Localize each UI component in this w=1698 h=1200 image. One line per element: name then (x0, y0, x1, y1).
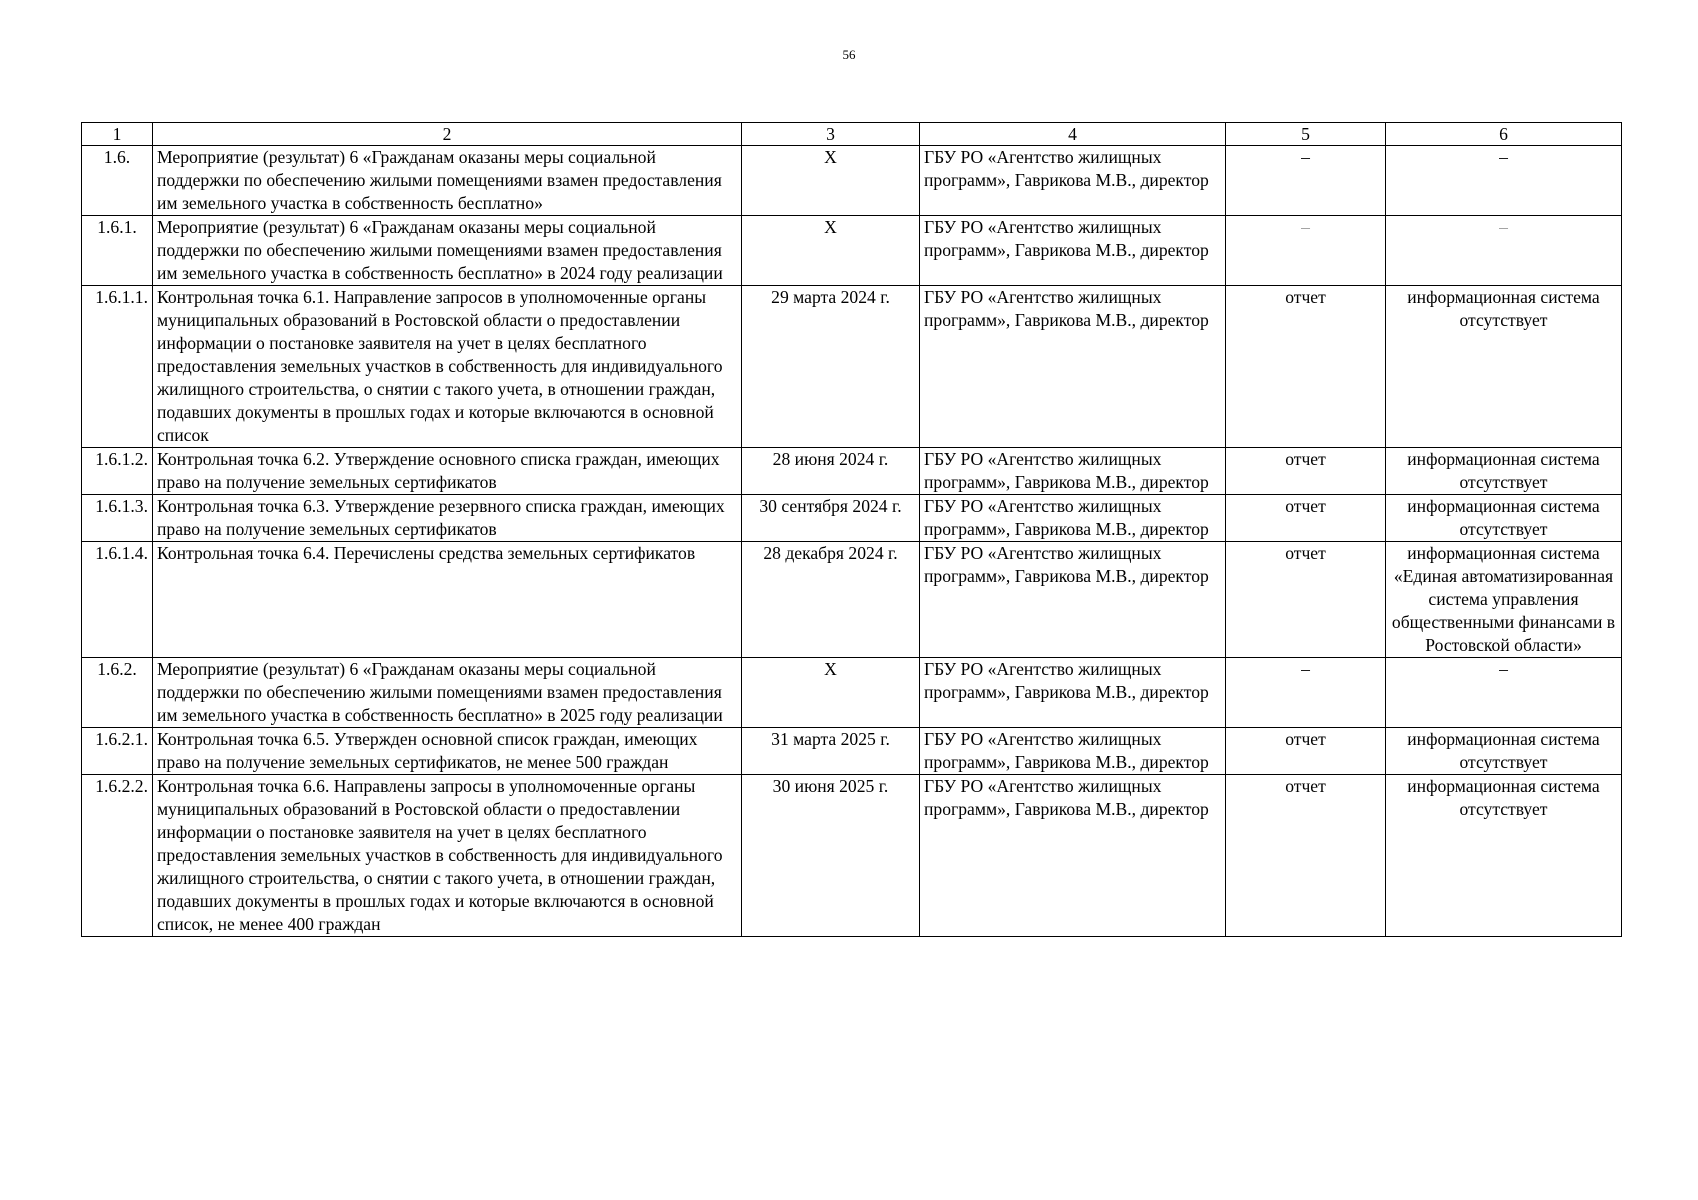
row-document-type: отчет (1226, 728, 1386, 775)
row-description: Мероприятие (результат) 6 «Гражданам оказаны меры социальной поддержки по обеспечению жилыми помещениями взамен предоставления им земельного участка в собственность бесплатно» (153, 146, 742, 216)
row-information-system: информационная система отсутствует (1386, 286, 1622, 448)
header-row (82, 123, 1622, 146)
row-description: Контрольная точка 6.1. Направление запросов в уполномоченные органы муниципальных образований в Ростовской области о предоставлении информации о постановке заявителя на учет в целях бесплатного предоставления земельных участков в собственность для индивидуального жилищного строительства, о снятии с такого учета, в отношении граждан, подавших документы в прошлых годах и которые включаются в основной список (153, 286, 742, 448)
row-date: X (742, 146, 920, 216)
row-document-type: отчет (1226, 775, 1386, 937)
row-description: Контрольная точка 6.5. Утвержден основной список граждан, имеющих право на получение земельных сертификатов, не менее 500 граждан (153, 728, 742, 775)
column-header-1: 1 (82, 123, 153, 146)
row-responsible: ГБУ РО «Агентство жилищных программ», Гаврикова М.В., директор (920, 658, 1226, 728)
row-responsible: ГБУ РО «Агентство жилищных программ», Гаврикова М.В., директор (920, 728, 1226, 775)
row-number: 1.6.1. (82, 216, 153, 286)
plan-table (81, 122, 1622, 937)
row-document-type: – (1226, 216, 1386, 286)
row-information-system: информационная система «Единая автоматизированная система управления общественными финансами в Ростовской области» (1386, 542, 1622, 658)
row-date: 30 сентября 2024 г. (742, 495, 920, 542)
column-header-5: 5 (1226, 123, 1386, 146)
row-number: 1.6.2. (82, 658, 153, 728)
column-header-6: 6 (1386, 123, 1622, 146)
row-description: Контрольная точка 6.3. Утверждение резервного списка граждан, имеющих право на получение земельных сертификатов (153, 495, 742, 542)
row-date: 30 июня 2025 г. (742, 775, 920, 937)
row-information-system: – (1386, 216, 1622, 286)
row-number: 1.6.1.2. (82, 448, 153, 495)
column-header-3: 3 (742, 123, 920, 146)
row-information-system: информационная система отсутствует (1386, 448, 1622, 495)
row-number: 1.6.1.4. (82, 542, 153, 658)
row-description: Контрольная точка 6.2. Утверждение основного списка граждан, имеющих право на получение земельных сертификатов (153, 448, 742, 495)
row-number: 1.6.1.3. (82, 495, 153, 542)
row-responsible: ГБУ РО «Агентство жилищных программ», Гаврикова М.В., директор (920, 775, 1226, 937)
row-description: Контрольная точка 6.6. Направлены запросы в уполномоченные органы муниципальных образований в Ростовской области о предоставлении информации о постановке заявителя на учет в целях бесплатного предоставления земельных участков в собственность для индивидуального жилищного строительства, о снятии с такого учета, в отношении граждан, подавших документы в прошлых годах и которые включаются в основной список, не менее 400 граждан (153, 775, 742, 937)
row-date: 31 марта 2025 г. (742, 728, 920, 775)
row-information-system: – (1386, 146, 1622, 216)
row-document-type: отчет (1226, 495, 1386, 542)
row-responsible: ГБУ РО «Агентство жилищных программ», Гаврикова М.В., директор (920, 542, 1226, 658)
row-date: 28 декабря 2024 г. (742, 542, 920, 658)
column-header-2: 2 (153, 123, 742, 146)
row-date: X (742, 216, 920, 286)
row-date: X (742, 658, 920, 728)
row-information-system: информационная система отсутствует (1386, 775, 1622, 937)
table-row (82, 775, 1622, 937)
table-row (82, 286, 1622, 448)
row-document-type: отчет (1226, 542, 1386, 658)
row-information-system: – (1386, 658, 1622, 728)
table-row (82, 542, 1622, 658)
row-description: Мероприятие (результат) 6 «Гражданам оказаны меры социальной поддержки по обеспечению жилыми помещениями взамен предоставления им земельного участка в собственность бесплатно» в 2024 году реализации (153, 216, 742, 286)
table-row (82, 146, 1622, 216)
row-responsible: ГБУ РО «Агентство жилищных программ», Гаврикова М.В., директор (920, 448, 1226, 495)
row-responsible: ГБУ РО «Агентство жилищных программ», Гаврикова М.В., директор (920, 495, 1226, 542)
row-description: Мероприятие (результат) 6 «Гражданам оказаны меры социальной поддержки по обеспечению жилыми помещениями взамен предоставления им земельного участка в собственность бесплатно» в 2025 году реализации (153, 658, 742, 728)
row-number: 1.6. (82, 146, 153, 216)
row-document-type: отчет (1226, 286, 1386, 448)
row-document-type: – (1226, 146, 1386, 216)
row-document-type: – (1226, 658, 1386, 728)
table-row (82, 216, 1622, 286)
row-responsible: ГБУ РО «Агентство жилищных программ», Гаврикова М.В., директор (920, 216, 1226, 286)
row-date: 28 июня 2024 г. (742, 448, 920, 495)
row-responsible: ГБУ РО «Агентство жилищных программ», Гаврикова М.В., директор (920, 286, 1226, 448)
row-number: 1.6.2.2. (82, 775, 153, 937)
table-row (82, 728, 1622, 775)
table-row (82, 658, 1622, 728)
row-number: 1.6.1.1. (82, 286, 153, 448)
row-description: Контрольная точка 6.4. Перечислены средства земельных сертификатов (153, 542, 742, 658)
page-number: 56 (842, 47, 856, 62)
table-row (82, 495, 1622, 542)
table-row (82, 448, 1622, 495)
row-number: 1.6.2.1. (82, 728, 153, 775)
row-date: 29 марта 2024 г. (742, 286, 920, 448)
row-information-system: информационная система отсутствует (1386, 495, 1622, 542)
row-responsible: ГБУ РО «Агентство жилищных программ», Гаврикова М.В., директор (920, 146, 1226, 216)
column-header-4: 4 (920, 123, 1226, 146)
row-information-system: информационная система отсутствует (1386, 728, 1622, 775)
row-document-type: отчет (1226, 448, 1386, 495)
